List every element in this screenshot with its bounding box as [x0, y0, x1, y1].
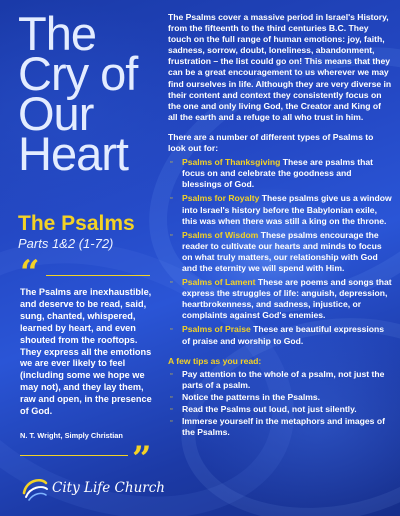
bullet-icon: ▫ — [170, 370, 173, 378]
type-name: Psalms of Thanksgiving — [182, 157, 281, 168]
tips-list — [168, 369, 392, 439]
bullet-icon: ▫ — [170, 393, 173, 401]
quote-text: The Psalms are inexhaustible, and deserve to be read, said, sung, chanted, whispered, learned by heart, and even shouted from the rooftops. They express all the emotions we are ever likely to feel (including some we hope we may not), and they lay them, raw and open, in the presence of God. — [20, 287, 152, 417]
type-description: These are psalms that focus on and celebrate the goodness and blessings of God. — [182, 157, 374, 190]
title-line: Heart — [18, 127, 128, 180]
psalm-types-list — [168, 157, 392, 347]
tips-heading: A few tips as you read: — [168, 355, 262, 366]
list-item — [168, 230, 392, 274]
tip-text: Immerse yourself in the metaphors and images of the Psalms. — [182, 416, 385, 438]
bullet-icon: ▫ — [170, 279, 173, 287]
quote-divider — [46, 275, 150, 276]
type-name: Psalms of Praise — [182, 324, 251, 335]
quote-attribution: N. T. Wright, Simply Christian — [20, 431, 123, 440]
title-line: Cry of — [18, 47, 138, 100]
type-description: These are poems and songs that express the struggles of life: anguish, depression, heartbrokenness, and sadness, injustice, or complaints against God's enemies. — [182, 277, 392, 321]
type-name: Psalms of Lament — [182, 277, 256, 288]
bullet-icon: ▫ — [170, 326, 173, 334]
list-item — [168, 369, 392, 391]
close-quote-icon: ” — [132, 439, 152, 479]
list-item — [168, 277, 392, 321]
tip-text: Notice the patterns in the Psalms. — [182, 391, 321, 402]
types-heading: There are a number of different types of Psalms to look out for: — [168, 131, 374, 154]
type-description: These psalms encourage the reader to cultivate our hearts and minds to focus on what truly matters, our relationship with God and the eternity we will spend with Him. — [182, 229, 382, 273]
bullet-icon: ▫ — [170, 159, 173, 167]
bullet-icon: ▫ — [170, 195, 173, 203]
type-description: These are beautiful expressions of praise and worship to God. — [182, 324, 385, 346]
church-logo — [20, 470, 170, 506]
poster-subtitle: The Psalms — [18, 212, 135, 235]
quote-divider — [20, 455, 128, 456]
list-item — [168, 416, 392, 438]
type-name: Psalms for Royalty — [182, 193, 260, 204]
bullet-icon: ▫ — [170, 231, 173, 239]
swoosh-logo-icon — [20, 473, 50, 503]
list-item — [168, 324, 392, 346]
open-quote-icon: “ — [20, 253, 40, 293]
list-item — [168, 157, 392, 190]
type-description: These psalms give us a window into Israel's history before the Babylonian exile, this was when there was still a king on the throne. — [182, 193, 392, 226]
logo-text: City Life Church — [52, 480, 165, 496]
poster-title — [18, 7, 168, 180]
title-line: The — [18, 7, 96, 60]
list-item — [168, 404, 392, 415]
list-item — [168, 193, 392, 226]
bullet-icon: ▫ — [170, 406, 173, 413]
list-item — [168, 392, 392, 403]
left-column — [0, 0, 165, 516]
tip-text: Read the Psalms out loud, not just silently. — [182, 404, 357, 414]
tip-text: Pay attention to the whole of a psalm, not just the parts of a psalm. — [182, 368, 385, 390]
right-column — [168, 12, 392, 439]
title-line: Our — [18, 87, 94, 140]
intro-paragraph: The Psalms cover a massive period in Israel's History, from the fifteenth to the third centuries B.C. They touch on the full range of human emotions: joy, faith, sadness, sorrow, doubt, loneliness, abandonment, frustration – the list could go on! This means that they can be a great encouragement to us wherever we may find ourselves in life. Although they are very diverse in their content and context they consistently focus on the one and only living God, the Creator and King of all the earth and a refuge to all who trust in him. — [168, 12, 392, 122]
type-name: Psalms of Wisdom — [182, 229, 259, 240]
bullet-icon: ▫ — [170, 418, 173, 426]
parts-label: Parts 1&2 (1-72) — [18, 236, 114, 251]
